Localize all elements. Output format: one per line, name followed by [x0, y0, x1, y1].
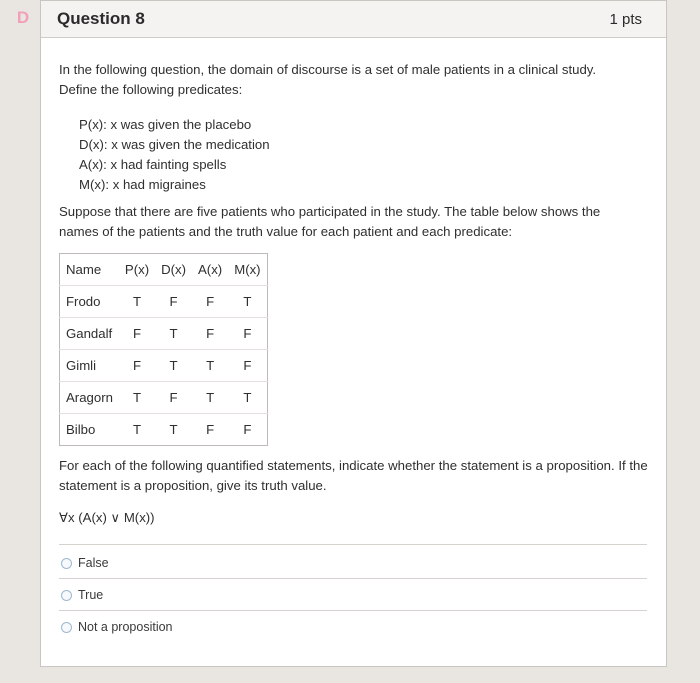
table-row — [60, 286, 268, 318]
question-card — [40, 0, 667, 667]
table-row — [60, 382, 268, 414]
answer-option-not-a-proposition[interactable] — [61, 620, 173, 634]
truth-value: F — [192, 286, 228, 318]
table-row — [60, 318, 268, 350]
table-header: M(x) — [234, 262, 261, 277]
question-header — [41, 1, 666, 38]
predicate-item: A(x): x had fainting spells — [79, 157, 227, 172]
patient-name: Gandalf — [60, 318, 119, 350]
question-title: Question 8 — [57, 9, 145, 28]
option-label: True — [78, 588, 104, 602]
divider — [59, 544, 647, 545]
table-row — [60, 350, 268, 382]
quantified-statement: ∀x (A(x) ∨ M(x)) — [59, 510, 155, 525]
truth-value: T — [192, 350, 228, 382]
table-header: A(x) — [198, 262, 223, 277]
flag-icon[interactable]: D — [16, 8, 30, 27]
radio-button[interactable] — [61, 622, 72, 633]
truth-value: T — [119, 382, 155, 414]
predicate-item: D(x): x was given the medication — [79, 137, 270, 152]
patient-name: Frodo — [60, 286, 119, 318]
predicate-item: M(x): x had migraines — [79, 177, 206, 192]
truth-value: T — [119, 414, 155, 446]
truth-value: T — [155, 350, 192, 382]
radio-button[interactable] — [61, 590, 72, 601]
radio-button[interactable] — [61, 558, 72, 569]
truth-value: F — [119, 318, 155, 350]
question-points: 1 pts — [609, 10, 642, 28]
divider — [59, 578, 647, 579]
instruction-text: For each of the following quantified statements, indicate whether the statement is a proposition. If the statement is a proposition, give its truth value. — [59, 458, 648, 493]
truth-value: T — [228, 286, 267, 318]
truth-value: T — [119, 286, 155, 318]
intro-text: In the following question, the domain of discourse is a set of male patients in a clinical study. Define the following predicates: — [59, 62, 597, 97]
option-label: False — [78, 556, 109, 570]
answer-option-true[interactable] — [61, 588, 103, 602]
divider — [59, 610, 647, 611]
truth-value: F — [228, 350, 267, 382]
patient-name: Bilbo — [60, 414, 119, 446]
option-label: Not a proposition — [78, 620, 173, 634]
truth-value: T — [155, 318, 192, 350]
table-header-row — [60, 254, 268, 286]
truth-value: F — [228, 318, 267, 350]
truth-value: T — [192, 382, 228, 414]
suppose-text: Suppose that there are five patients who participated in the study. The table below shows the names of the patients and the truth value for each patient and each predicate: — [59, 204, 601, 239]
table-header: Name — [66, 262, 102, 277]
patient-name: Aragorn — [60, 382, 119, 414]
truth-value: F — [155, 382, 192, 414]
truth-value: T — [155, 414, 192, 446]
truth-value: T — [228, 382, 267, 414]
table-row — [60, 414, 268, 446]
predicate-item: P(x): x was given the placebo — [79, 117, 252, 132]
truth-table — [59, 253, 268, 446]
truth-value: F — [119, 350, 155, 382]
patient-name: Gimli — [60, 350, 119, 382]
table-header: P(x) — [124, 262, 150, 277]
truth-value: F — [192, 318, 228, 350]
truth-value: F — [155, 286, 192, 318]
truth-value: F — [192, 414, 228, 446]
truth-value: F — [228, 414, 267, 446]
answer-option-false[interactable] — [61, 556, 109, 570]
predicate-list — [79, 115, 270, 195]
table-header: D(x) — [161, 262, 187, 277]
